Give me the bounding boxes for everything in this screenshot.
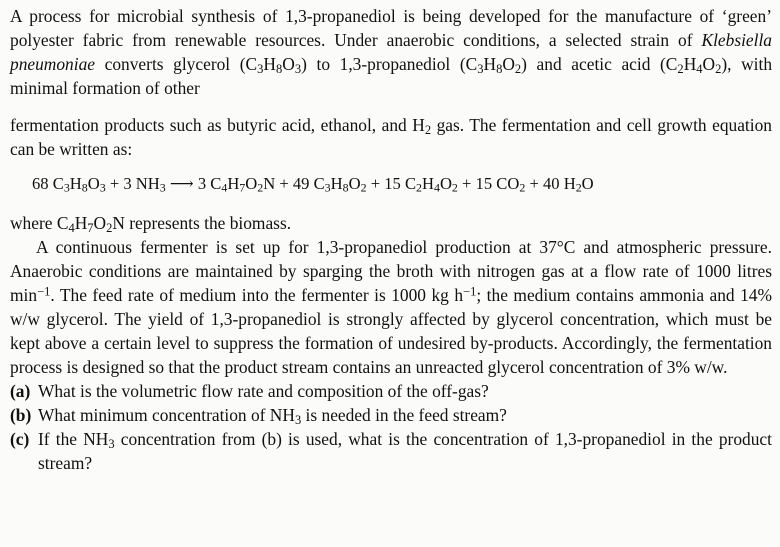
question-letter: (b)	[10, 405, 32, 425]
superscript: −1	[37, 284, 51, 299]
subscript: 2	[575, 180, 582, 195]
question-c	[10, 427, 772, 475]
question-text: What is the volumetric flow rate and composition of the off-gas?	[38, 381, 489, 401]
question-letter: (c)	[10, 429, 30, 449]
subscript: 2	[677, 61, 684, 76]
h-symbol: H	[683, 54, 697, 74]
continuation-text-2: gas. The fermentation and cell growth equation can be written as:	[10, 115, 772, 159]
subscript: 3	[159, 180, 166, 195]
superscript: −1	[463, 284, 477, 299]
o-symbol: O	[348, 174, 361, 193]
o-symbol: O	[245, 174, 258, 193]
subscript: 3	[63, 180, 70, 195]
biomass-text-1: where C	[10, 213, 69, 233]
subscript: 2	[416, 180, 422, 195]
subscript: 4	[696, 61, 703, 76]
subscript: 8	[342, 180, 349, 195]
subscript: 7	[239, 180, 246, 195]
question-list	[10, 379, 772, 475]
subscript: 2	[257, 180, 264, 195]
equation-part: 3 C	[197, 174, 222, 193]
subscript: 2	[451, 180, 458, 195]
subscript: 8	[275, 61, 283, 76]
subscript: 2	[106, 220, 113, 235]
intro-text-5: ), with minimal formation of other	[10, 54, 773, 98]
subscript: 2	[360, 180, 367, 195]
reaction-arrow: ⟶	[165, 174, 198, 193]
o-symbol: O	[502, 54, 515, 74]
intro-text-3: ) to 1,3-propanediol (C	[301, 54, 478, 74]
subscript: 3	[477, 61, 484, 76]
subscript: 3	[108, 436, 115, 451]
continuation-text-1: fermentation products such as butyric acid, ethanol, and H	[10, 115, 425, 135]
subscript: 8	[496, 61, 503, 76]
subscript: 3	[294, 61, 302, 76]
equation-part: + 3 NH	[105, 174, 160, 193]
process-text-3: ; the medium contains ammonia and 14% w/w glycerol. The yield of 1,3-propanediol is strongly affected by glycerol concentration, which must be kept above a certain level to suppress the formation of undesired by-products. Accordingly, the fermentation process is designed so that the product stream contains an unreacted glycerol concentration of 3% w/w.	[10, 285, 772, 377]
process-text-1: A continuous fermenter is set up for 1,3-propanediol production at 37°C and atmospheric pressure. Anaerobic conditions are maintained by sparging the broth with nitrogen gas at a flow rate of 1000 litres min	[10, 237, 772, 305]
biomass-text-2: N represents the biomass.	[112, 213, 292, 233]
h-symbol: H	[74, 213, 88, 233]
equation-part: N + 49 C	[263, 174, 325, 193]
question-b	[10, 403, 772, 427]
equation-part: 68 C	[32, 174, 64, 193]
equation-part: + 15 C	[366, 174, 417, 193]
continuation-paragraph	[10, 113, 772, 161]
subscript: 7	[87, 220, 94, 235]
o-symbol: O	[282, 54, 295, 74]
equation-part: O	[581, 174, 594, 193]
subscript: 3	[324, 180, 331, 195]
subscript: 3	[257, 61, 264, 76]
o-symbol: O	[702, 54, 716, 74]
h-symbol: H	[227, 174, 240, 193]
o-symbol: O	[87, 174, 100, 193]
process-paragraph	[10, 235, 772, 379]
equation-part: + 15 CO	[457, 174, 520, 193]
h-symbol: H	[263, 54, 276, 74]
o-symbol: O	[93, 213, 107, 233]
subscript: 2	[715, 61, 722, 76]
process-text-2: . The feed rate of medium into the fermenter is 1000 kg h	[50, 285, 464, 305]
question-text: is needed in the feed stream?	[301, 405, 507, 425]
question-text: What minimum concentration of NH	[38, 405, 295, 425]
question-a	[10, 379, 772, 403]
intro-text-4: ) and acetic acid (C	[521, 54, 678, 74]
intro-text-2: converts glycerol (C	[95, 54, 258, 74]
subscript: 4	[68, 220, 75, 235]
h-symbol: H	[330, 174, 343, 193]
subscript: 2	[424, 122, 432, 137]
subscript: 2	[514, 61, 522, 76]
equation-part: + 40 H	[525, 174, 576, 193]
biomass-line	[10, 211, 772, 235]
fermentation-equation	[10, 172, 772, 196]
intro-paragraph	[10, 0, 772, 100]
subscript: 2	[519, 180, 526, 195]
question-text: concentration from (b) is used, what is the concentration of 1,3-propanediol in the product stream?	[38, 429, 772, 473]
subscript: 4	[433, 180, 440, 195]
o-symbol: O	[439, 174, 452, 193]
question-text: If the NH	[38, 429, 109, 449]
subscript: 8	[81, 180, 88, 195]
organism-name: Klebsiella pneumoniae	[10, 30, 772, 74]
subscript: 3	[294, 412, 302, 427]
h-symbol: H	[483, 54, 497, 74]
h-symbol: H	[69, 174, 82, 193]
question-letter: (a)	[10, 381, 31, 401]
subscript: 3	[99, 180, 106, 195]
subscript: 4	[221, 180, 228, 195]
intro-text-1: A process for microbial synthesis of 1,3-propanediol is being developed for the manufacture of ‘green’ polyester fabric from renewable resources. Under anaerobic conditions, a selected strain of	[10, 6, 772, 50]
h-symbol: H	[421, 174, 434, 193]
